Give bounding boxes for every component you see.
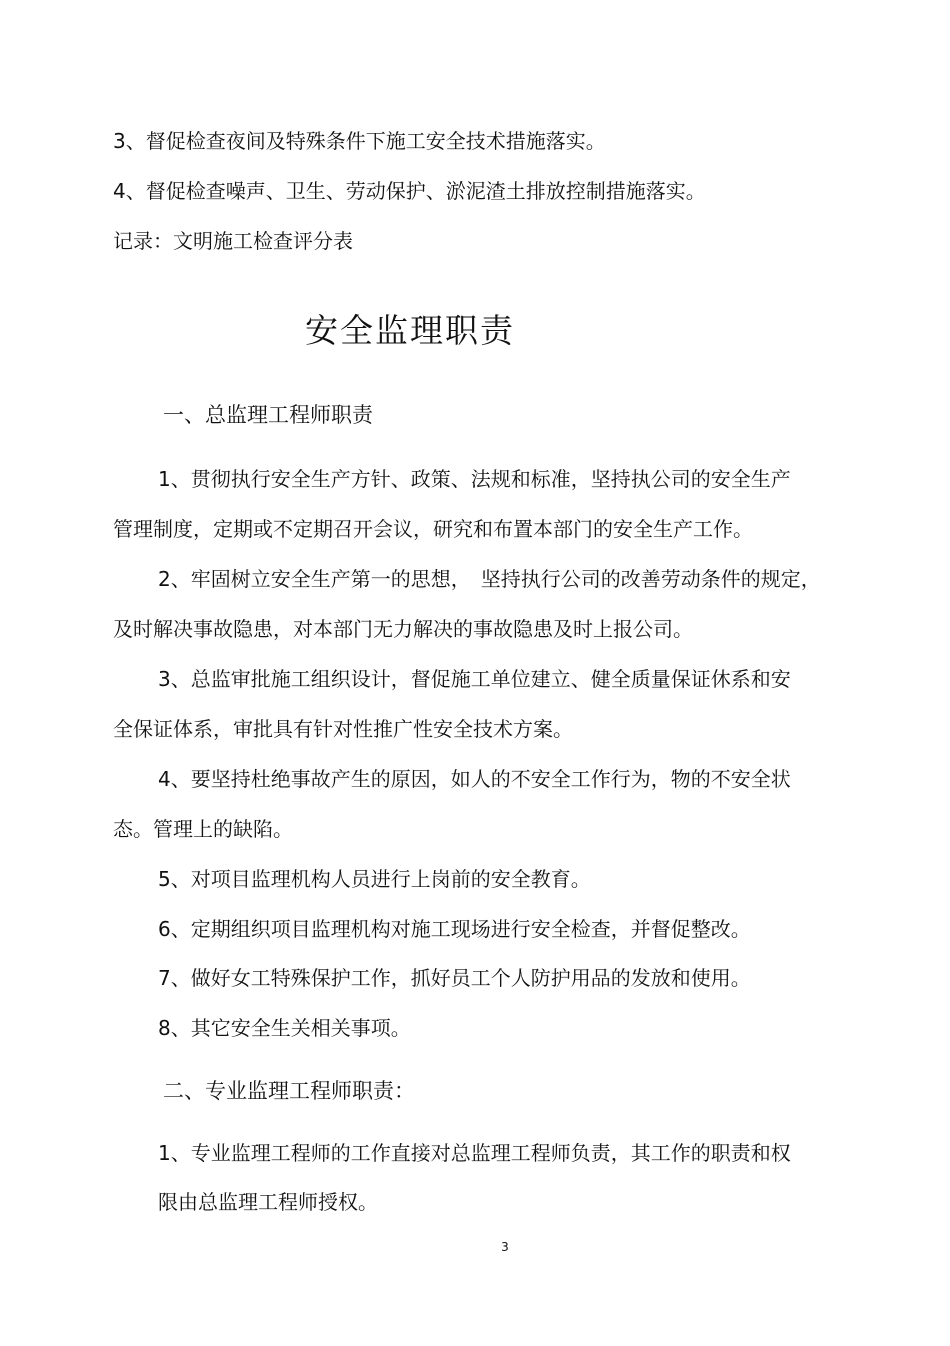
record-note: 记录：文明施工检查评分表 bbox=[113, 229, 353, 253]
duty-4-line-2: 态。管理上的缺陷。 bbox=[113, 817, 293, 841]
specialist-duty-1-line-2: 限由总监理工程师授权。 bbox=[158, 1190, 378, 1214]
duty-6: 6、定期组织项目监理机构对施工现场进行安全检查，并督促整改。 bbox=[158, 917, 751, 941]
page-number: 3 bbox=[501, 1240, 509, 1254]
duty-4-line-1: 4、要坚持杜绝事故产生的原因，如人的不安全工作行为，物的不安全状 bbox=[158, 767, 791, 791]
top-item-3: 3、督促检查夜间及特殊条件下施工安全技术措施落实。 bbox=[113, 129, 606, 153]
duty-7: 7、做好女工特殊保护工作，抓好员工个人防护用品的发放和使用。 bbox=[158, 966, 751, 990]
duty-2-line-2: 及时解决事故隐患，对本部门无力解决的事故隐患及时上报公司。 bbox=[113, 617, 693, 641]
section-heading-chief-engineer: 一、总监理工程师职责 bbox=[163, 403, 373, 427]
duty-5: 5、对项目监理机构人员进行上岗前的安全教育。 bbox=[158, 867, 591, 891]
duty-3-line-1: 3、总监审批施工组织设计，督促施工单位建立、健全质量保证休系和安 bbox=[158, 667, 791, 691]
duty-2-line-1: 2、牢固树立安全生产第一的思想， 坚持执行公司的改善劳动条件的规定， bbox=[158, 567, 821, 591]
duty-8: 8、其它安全生关相关事项。 bbox=[158, 1016, 411, 1040]
section-heading-specialist-engineer: 二、专业监理工程师职责： bbox=[163, 1079, 415, 1103]
duty-1-line-2: 管理制度，定期或不定期召开会议，研究和布置本部门的安全生产工作。 bbox=[113, 517, 753, 541]
specialist-duty-1-line-1: 1、专业监理工程师的工作直接对总监理工程师负责，其工作的职责和权 bbox=[158, 1141, 791, 1165]
duty-1-line-1: 1、贯彻执行安全生产方针、政策、法规和标准，坚持执公司的安全生产 bbox=[158, 467, 791, 491]
page-title: 安全监理职责 bbox=[305, 311, 515, 350]
duty-3-line-2: 全保证体系，审批具有针对性推广性安全技术方案。 bbox=[113, 717, 573, 741]
top-item-4: 4、督促检查噪声、卫生、劳动保护、淤泥渣土排放控制措施落实。 bbox=[113, 179, 706, 203]
